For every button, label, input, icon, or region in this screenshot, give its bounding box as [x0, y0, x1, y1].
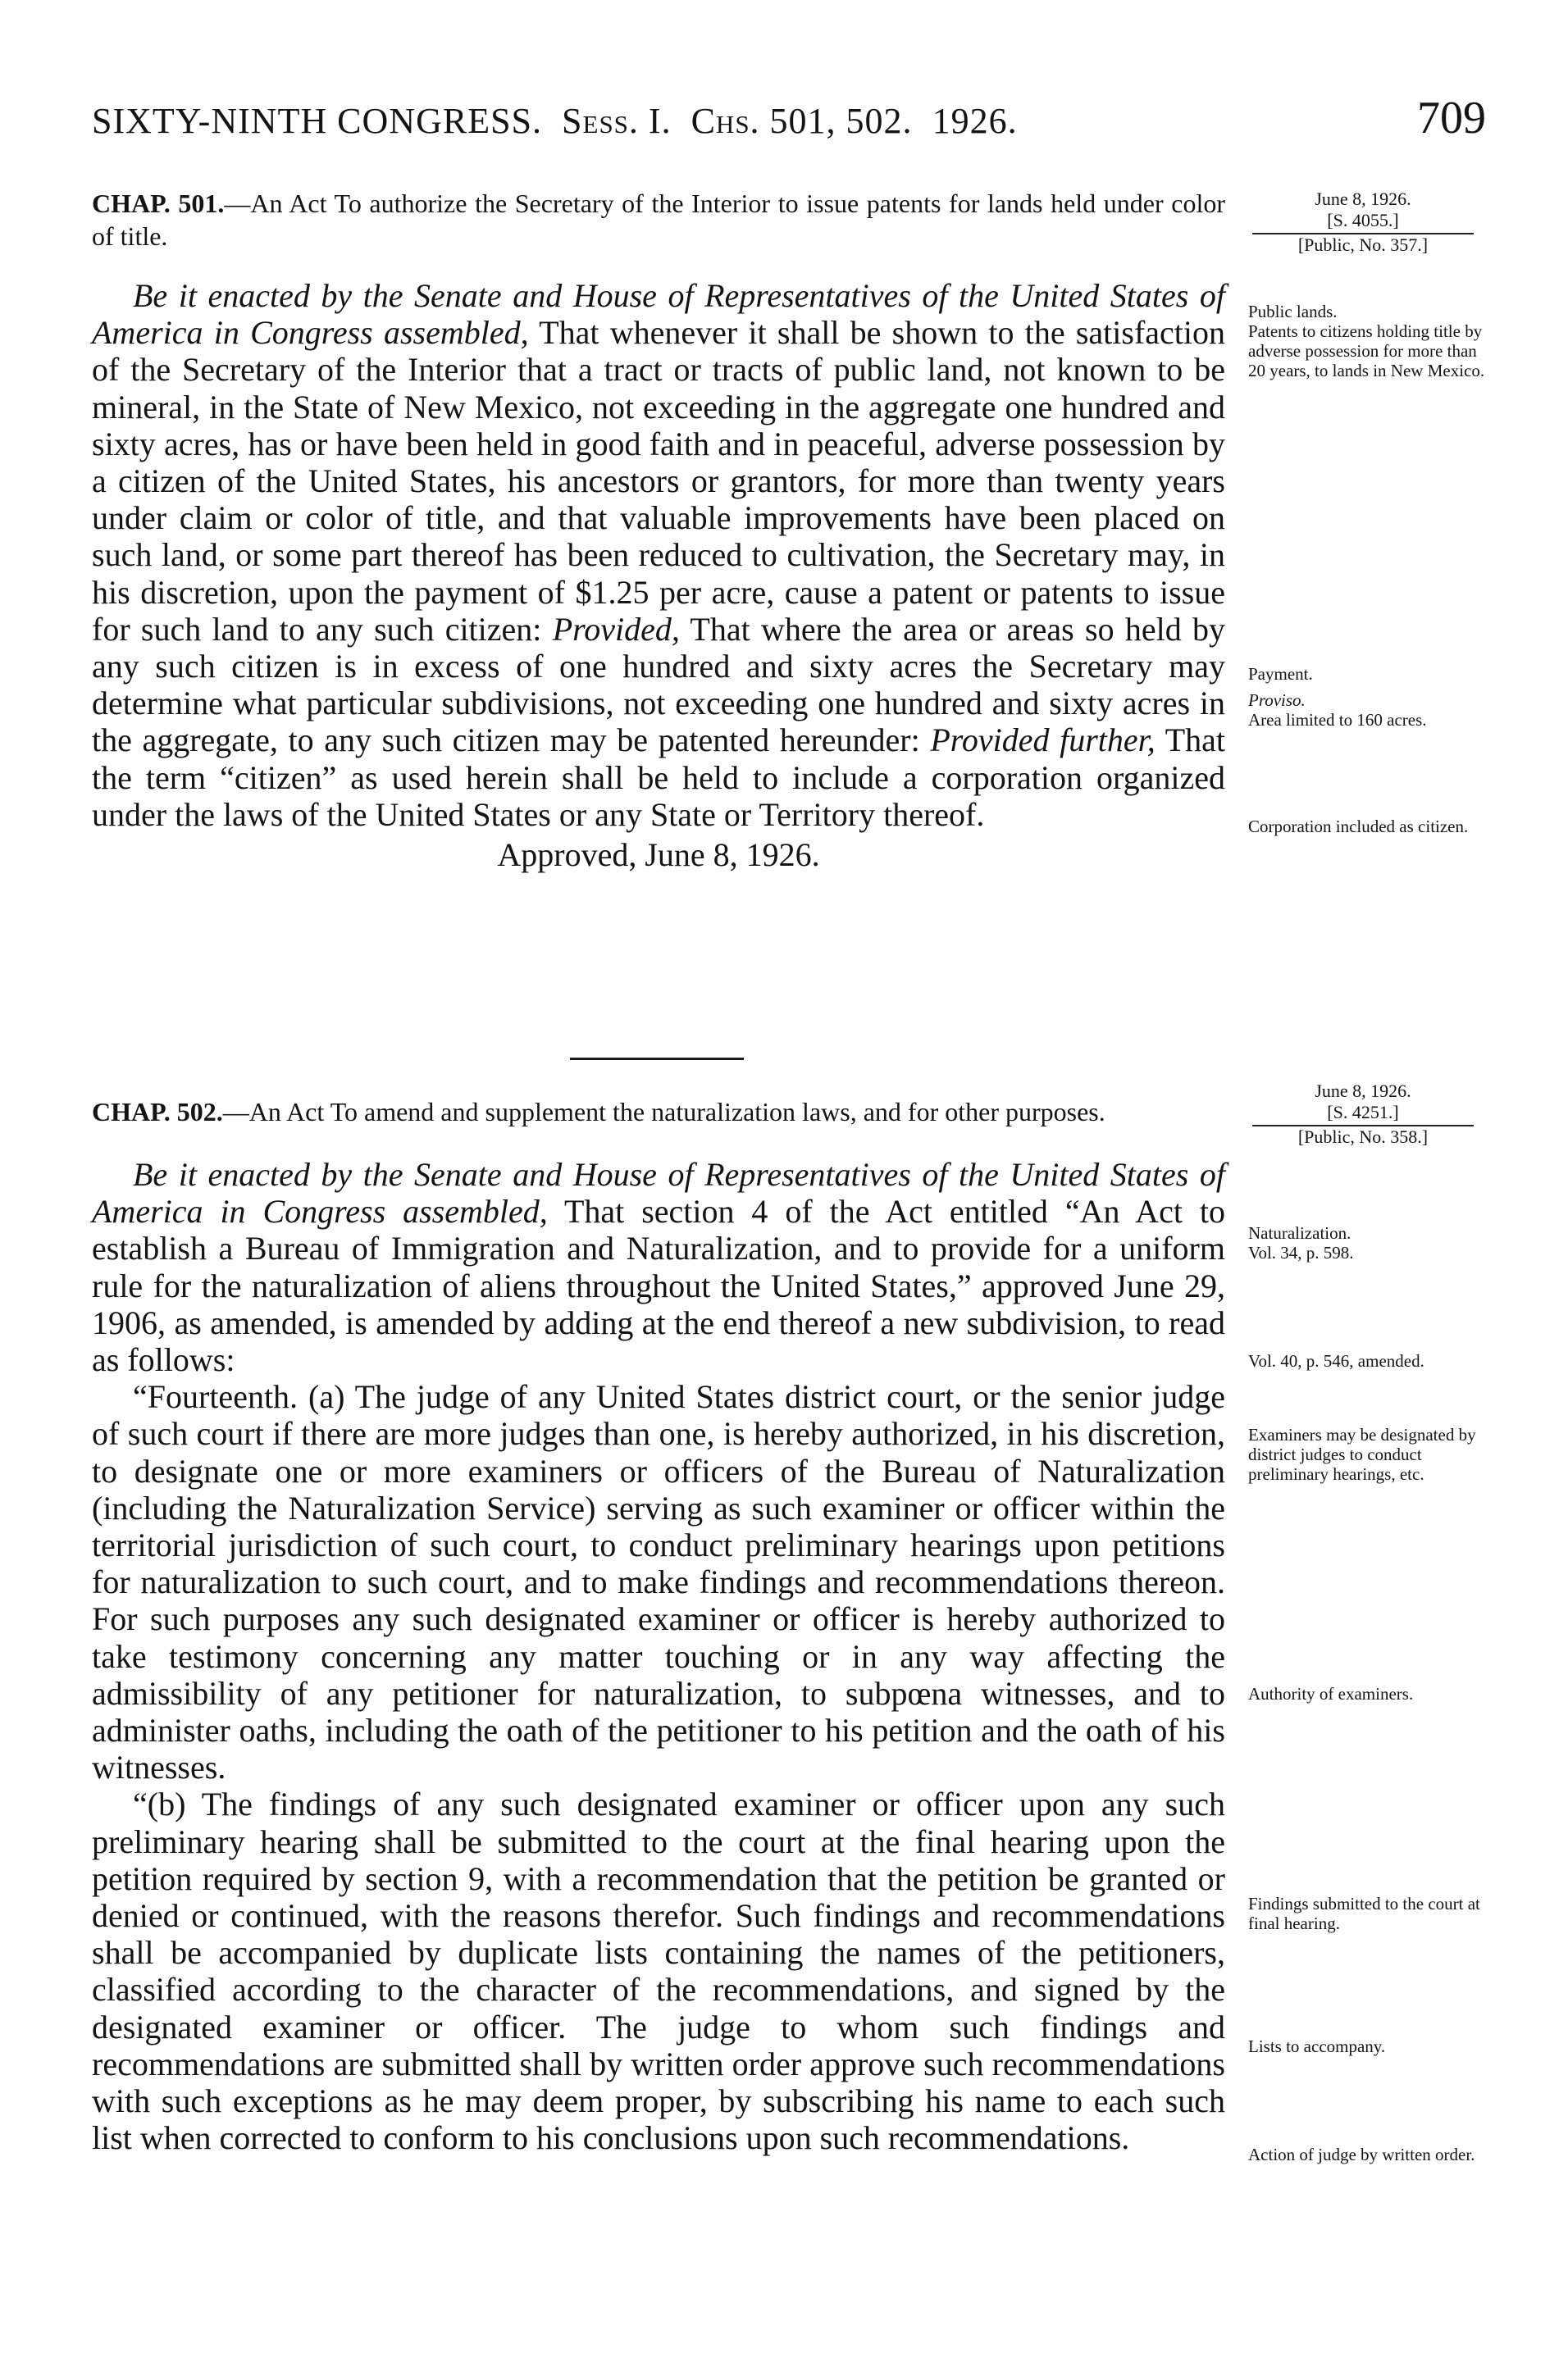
note-public-lands: Public lands.: [1248, 302, 1338, 321]
chap502-text-1: That section 4 of the Act entitled “An Act to establish a Bureau of Immigration and Naturalization, and to provide for a uniform rule for the naturalization of aliens throughout the United States,” approved June 29, 1906, as amended, is amended by adding at the end thereof a new subdivision, to read as follows:: [92, 1193, 1225, 1379]
note-naturalization: Naturalization.: [1248, 1223, 1351, 1243]
note-vol34: Vol. 34, p. 598.: [1248, 1243, 1354, 1263]
note-proviso: Proviso.: [1248, 690, 1306, 710]
note-findings: Findings submitted to the court at final hearing.: [1248, 1894, 1480, 1933]
chap501-text: [92, 277, 1225, 833]
chap501-text-1: That whenever it shall be shown to the satisfaction of the Secretary of the Interior that a tract or tracts of public land, not known to be mineral, in the State of New Mexico, not exceeding in the aggregate one hundred and sixty acres, has or have been held in good faith and in peaceful, adverse possession by a citizen of the United States, his ancestors or grantors, for more than twenty years under claim or color of title, and that valuable improvements have been placed on such land, or some part thereof has been reduced to cultivation, the Secretary may, in his discretion, upon the payment of $1.25 per acre, cause a patent or patents to issue for such land to any such citizen:: [92, 314, 1225, 648]
chap501-public-law: [Public, No. 357.]: [1297, 234, 1429, 255]
chap502-public-law: [Public, No. 358.]: [1297, 1126, 1429, 1147]
note-examiners: Examiners may be designated by district judges to conduct preliminary hearings, etc.: [1248, 1425, 1476, 1484]
note-lists: Lists to accompany.: [1248, 2036, 1386, 2056]
running-head-session: Sess. I.: [562, 101, 672, 141]
note-vol40: Vol. 40, p. 546, amended.: [1248, 1351, 1424, 1371]
note-action: Action of judge by written order.: [1248, 2145, 1475, 2164]
page-number: 709: [1417, 93, 1486, 143]
chap501-bill: [S. 4055.]: [1327, 210, 1399, 230]
note-patents: Patents to citizens holding title by adverse possession for more than 20 years, to lands in New Mexico.: [1248, 321, 1485, 380]
chap501: [92, 187, 1225, 873]
running-header: [92, 92, 1486, 151]
chap502-title: [92, 1095, 1225, 1128]
chap501-enacting-clause: Be it enacted by the Senate and House of Representatives of the United States of America in Congress assembled,: [92, 277, 1225, 352]
chap502-enacting-clause: Be it enacted by the Senate and House of Representatives of the United States of America in Congress assembled,: [92, 1156, 1225, 1231]
chap502-text: [92, 1156, 1225, 1378]
note-area-limited: Area limited to 160 acres.: [1248, 710, 1427, 730]
chap501-text-2: That where the area or areas so held by any such citizen is in excess of one hundred and sixty acres the Secretary may determine what particular subdivisions, not exceeding one hundred and sixty acres in the aggregate, to any such citizen may be patented hereunder:: [92, 610, 1225, 759]
chap502-reference: [1240, 1081, 1486, 1148]
chap501-title-text: —An Act To authorize the Secretary of the Interior to issue patents for lands held under color of title.: [92, 189, 1226, 251]
chap502: [92, 1095, 1225, 2156]
chap502-bill: [S. 4251.]: [1327, 1102, 1399, 1122]
running-head: [92, 100, 1018, 142]
running-head-year: 1926.: [932, 101, 1018, 141]
note-payment: Payment.: [1248, 664, 1313, 684]
chap502-label: CHAP. 502.: [92, 1097, 223, 1126]
chap501-text-3: That the term “citizen” as used herein shall be held to include a corporation organized under the laws of the United States or any State or Territory thereof.: [92, 721, 1226, 833]
chap501-title: [92, 187, 1225, 253]
chapter-separator: [570, 1058, 744, 1060]
chap501-label: CHAP. 501.: [92, 189, 225, 218]
chap502-para-fourteenth: “Fourteenth. (a) The judge of any United States district court, or the senior judge of such court if there are more judges than one, is hereby authorized, in his discretion, to designate one or more examiners or officers of the Bureau of Naturalization (including the Naturalization Service) serving as such examiner or officer within the territorial jurisdiction of such court, to conduct preliminary hearings upon petitions for naturalization to such court, and to make findings and recommendations thereon. For such purposes any such designated examiner or officer is hereby authorized to take testimony concerning any matter touching or in any way affecting the admissibility of any petitioner for naturalization, to subpœna witnesses, and to administer oaths, including the oath of the petitioner to his petition and the oath of his witnesses.: [92, 1378, 1225, 1786]
running-head-congress: SIXTY-NINTH CONGRESS.: [92, 101, 543, 141]
chap501-approved: Approved, June 8, 1926.: [497, 836, 820, 874]
chap502-date: June 8, 1926.: [1315, 1081, 1411, 1101]
chap502-title-text: —An Act To amend and supplement the naturalization laws, and for other purposes.: [222, 1097, 1105, 1126]
chap501-provided-2: Provided further,: [930, 721, 1155, 759]
chap501-provided-1: Provided,: [552, 610, 680, 648]
note-corporation: Corporation included as citizen.: [1248, 817, 1469, 836]
note-authority: Authority of examiners.: [1248, 1684, 1414, 1704]
running-head-chapters: Chs. 501, 502.: [691, 101, 913, 141]
chap501-date: June 8, 1926.: [1315, 189, 1411, 209]
chap502-para-b: “(b) The findings of any such designated examiner or officer upon any such preliminary hearing shall be submitted to the court at the final hearing upon the petition required by section 9, with a recommendation that the petition be granted or denied or continued, with the reasons therefor. Such findings and recommendations shall be accompanied by duplicate lists containing the names of the petitioners, classified according to the character of the recommendations, and signed by the designated examiner or officer. The judge to whom such findings and recommendations are submitted shall by written order approve such recommendations with such exceptions as he may deem proper, by subscribing his name to each such list when corrected to conform to his conclusions upon such recommendations.: [92, 1786, 1225, 2157]
chap501-reference: [1240, 189, 1486, 256]
